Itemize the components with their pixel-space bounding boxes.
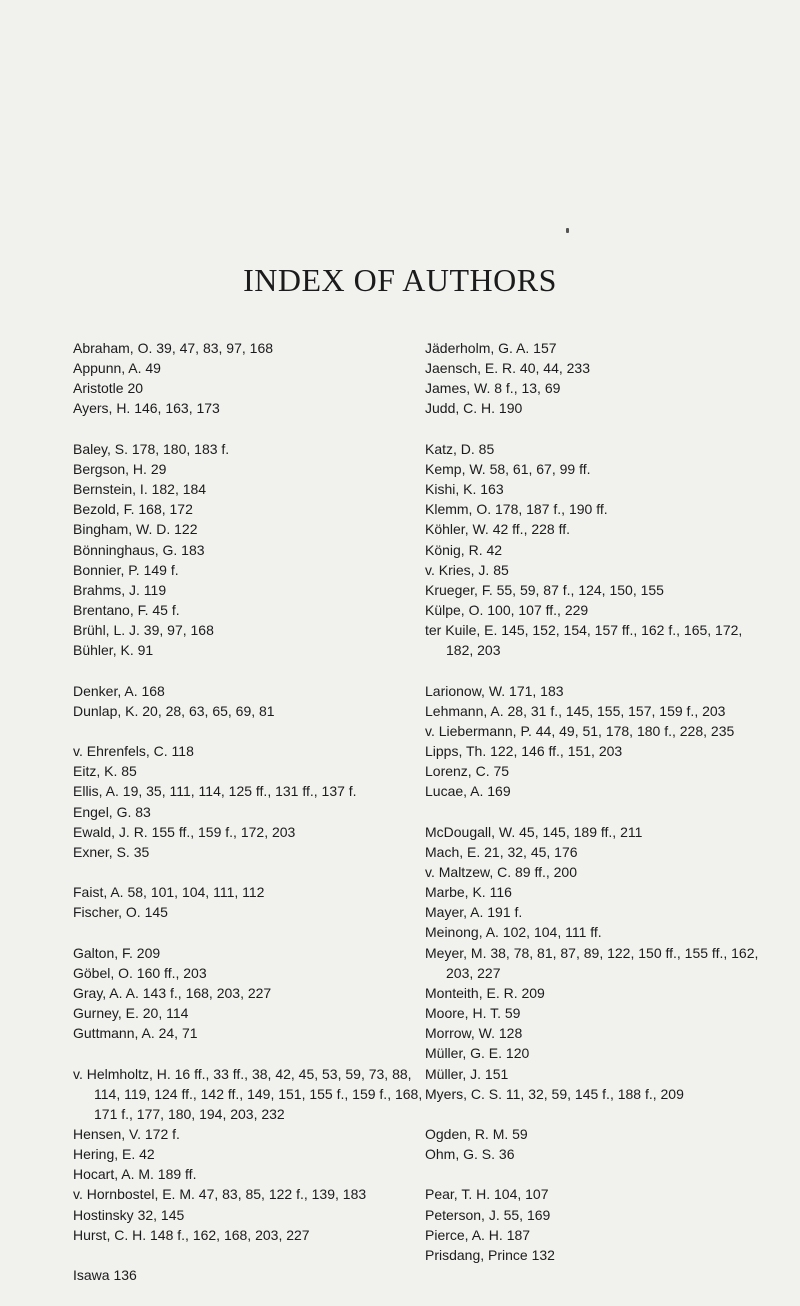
page-title: INDEX OF AUTHORS bbox=[243, 262, 557, 298]
index-entry: Brahms, J. 119 bbox=[73, 581, 167, 598]
index-entry: Ayers, H. 146, 163, 173 bbox=[73, 400, 220, 417]
index-group bbox=[73, 338, 423, 419]
index-entry: v. Helmholtz, H. 16 ff., 33 ff., 38, 42, 45, 53, 59, 73, 88, 114, 119, 124 ff., 142 ff., 149, 151, 155 f., 159 f., 168, 171 f., 177, 180, 194, 203, 232 bbox=[73, 1065, 423, 1122]
index-group bbox=[73, 1265, 423, 1285]
index-entry: Faist, A. 58, 101, 104, 111, 112 bbox=[73, 884, 265, 901]
index-entry: Mayer, A. 191 f. bbox=[425, 904, 523, 921]
index-entry: Monteith, E. R. 209 bbox=[425, 984, 545, 1001]
index-entry: ter Kuile, E. 145, 152, 154, 157 ff., 162 f., 165, 172, 182, 203 bbox=[425, 622, 743, 659]
index-group bbox=[425, 439, 765, 661]
index-entry: Jäderholm, G. A. 157 bbox=[425, 340, 557, 356]
index-entry: Lipps, Th. 122, 146 ff., 151, 203 bbox=[425, 743, 623, 760]
index-entry: Bezold, F. 168, 172 bbox=[73, 501, 193, 518]
index-group bbox=[73, 681, 423, 721]
index-entry: Brühl, L. J. 39, 97, 168 bbox=[73, 622, 214, 639]
index-entry: Müller, G. E. 120 bbox=[425, 1045, 530, 1062]
index-entry: Meinong, A. 102, 104, 111 ff. bbox=[425, 924, 602, 941]
index-entry: Kishi, K. 163 bbox=[425, 481, 504, 498]
index-entry: Lucae, A. 169 bbox=[425, 783, 511, 800]
index-entry: Pierce, A. H. 187 bbox=[425, 1226, 531, 1243]
index-entry: Krueger, F. 55, 59, 87 f., 124, 150, 155 bbox=[425, 581, 664, 598]
index-entry: Bergson, H. 29 bbox=[73, 460, 167, 477]
index-group bbox=[73, 943, 423, 1044]
index-entry: Göbel, O. 160 ff., 203 bbox=[73, 964, 207, 981]
index-group bbox=[73, 741, 423, 862]
index-entry: Prisdang, Prince 132 bbox=[425, 1246, 555, 1263]
index-entry: Peterson, J. 55, 169 bbox=[425, 1206, 551, 1223]
index-entry: Lorenz, C. 75 bbox=[425, 763, 510, 780]
index-entry: Hostinsky 32, 145 bbox=[73, 1206, 185, 1223]
index-entry: Hering, E. 42 bbox=[73, 1146, 155, 1163]
index-entry: v. Hornbostel, E. M. 47, 83, 85, 122 f., 139, 183 bbox=[73, 1186, 367, 1203]
index-entry: James, W. 8 f., 13, 69 bbox=[425, 380, 561, 397]
index-entry: Denker, A. 168 bbox=[73, 682, 165, 699]
index-entry: v. Ehrenfels, C. 118 bbox=[73, 743, 194, 760]
index-entry: Mach, E. 21, 32, 45, 176 bbox=[425, 843, 578, 860]
ink-speck bbox=[566, 228, 569, 233]
index-entry: Bernstein, I. 182, 184 bbox=[73, 481, 207, 498]
index-entry: Brentano, F. 45 f. bbox=[73, 602, 180, 619]
index-entry: Fischer, O. 145 bbox=[73, 904, 168, 921]
index-entry: Gurney, E. 20, 114 bbox=[73, 1005, 189, 1022]
index-entry: v. Kries, J. 85 bbox=[425, 561, 509, 578]
index-entry: König, R. 42 bbox=[425, 541, 503, 558]
index-group bbox=[73, 1064, 423, 1245]
index-entry: Ewald, J. R. 155 ff., 159 f., 172, 203 bbox=[73, 823, 296, 840]
index-entry: Hurst, C. H. 148 f., 162, 168, 203, 227 bbox=[73, 1226, 310, 1243]
index-entry: Külpe, O. 100, 107 ff., 229 bbox=[425, 602, 589, 619]
index-entry: Marbe, K. 116 bbox=[425, 884, 512, 901]
index-entry: McDougall, W. 45, 145, 189 ff., 211 bbox=[425, 823, 643, 840]
index-entry: Hocart, A. M. 189 ff. bbox=[73, 1166, 197, 1183]
index-group bbox=[425, 822, 765, 1104]
index-group bbox=[73, 439, 423, 661]
index-entry: Kemp, W. 58, 61, 67, 99 ff. bbox=[425, 460, 591, 477]
index-entry: Eitz, K. 85 bbox=[73, 763, 137, 780]
index-entry: Dunlap, K. 20, 28, 63, 65, 69, 81 bbox=[73, 702, 275, 719]
index-entry: Aristotle 20 bbox=[73, 380, 144, 397]
index-entry: Morrow, W. 128 bbox=[425, 1025, 523, 1042]
index-entry: Guttmann, A. 24, 71 bbox=[73, 1025, 198, 1042]
index-entry: Engel, G. 83 bbox=[73, 803, 151, 820]
index-group bbox=[425, 1184, 765, 1265]
index-entry: Abraham, O. 39, 47, 83, 97, 168 bbox=[73, 340, 274, 356]
index-entry: Hensen, V. 172 f. bbox=[73, 1126, 180, 1142]
index-entry: Appunn, A. 49 bbox=[73, 360, 161, 377]
index-entry: Müller, J. 151 bbox=[425, 1065, 509, 1082]
index-entry: Myers, C. S. 11, 32, 59, 145 f., 188 f., 209 bbox=[425, 1085, 684, 1102]
index-group bbox=[425, 1124, 765, 1164]
index-entry: Köhler, W. 42 ff., 228 ff. bbox=[425, 521, 571, 538]
index-entry: Exner, S. 35 bbox=[73, 843, 150, 860]
index-entry: Ellis, A. 19, 35, 111, 114, 125 ff., 131 ff., 137 f. bbox=[73, 783, 357, 800]
index-entry: Judd, C. H. 190 bbox=[425, 400, 523, 417]
index-entry: Larionow, W. 171, 183 bbox=[425, 682, 564, 699]
index-entry: v. Maltzew, C. 89 ff., 200 bbox=[425, 864, 577, 881]
index-entry: Bönninghaus, G. 183 bbox=[73, 541, 205, 558]
index-entry: Jaensch, E. R. 40, 44, 233 bbox=[425, 360, 590, 377]
index-entry: Bonnier, P. 149 f. bbox=[73, 561, 179, 578]
index-entry: Pear, T. H. 104, 107 bbox=[425, 1186, 549, 1203]
index-group bbox=[425, 681, 765, 802]
index-entry: v. Liebermann, P. 44, 49, 51, 178, 180 f., 228, 235 bbox=[425, 722, 735, 739]
index-entry: Baley, S. 178, 180, 183 f. bbox=[73, 440, 230, 457]
index-entry: Gray, A. A. 143 f., 168, 203, 227 bbox=[73, 984, 272, 1001]
index-entry: Bingham, W. D. 122 bbox=[73, 521, 198, 538]
index-entry: Isawa 136 bbox=[73, 1267, 137, 1284]
index-entry: Katz, D. 85 bbox=[425, 440, 495, 457]
right-column bbox=[425, 338, 765, 1285]
index-entry: Lehmann, A. 28, 31 f., 145, 155, 157, 159 f., 203 bbox=[425, 702, 726, 719]
index-entry: Bühler, K. 91 bbox=[73, 642, 154, 659]
index-entry: Klemm, O. 178, 187 f., 190 ff. bbox=[425, 501, 608, 518]
index-entry: Meyer, M. 38, 78, 81, 87, 89, 122, 150 ff., 155 ff., 162, 203, 227 bbox=[425, 944, 759, 981]
index-group bbox=[73, 882, 423, 922]
left-column bbox=[73, 338, 423, 1305]
index-entry: Moore, H. T. 59 bbox=[425, 1005, 521, 1022]
index-entry: Ogden, R. M. 59 bbox=[425, 1126, 528, 1143]
index-group bbox=[425, 338, 765, 419]
index-entry: Galton, F. 209 bbox=[73, 944, 161, 961]
index-entry: Ohm, G. S. 36 bbox=[425, 1146, 515, 1163]
